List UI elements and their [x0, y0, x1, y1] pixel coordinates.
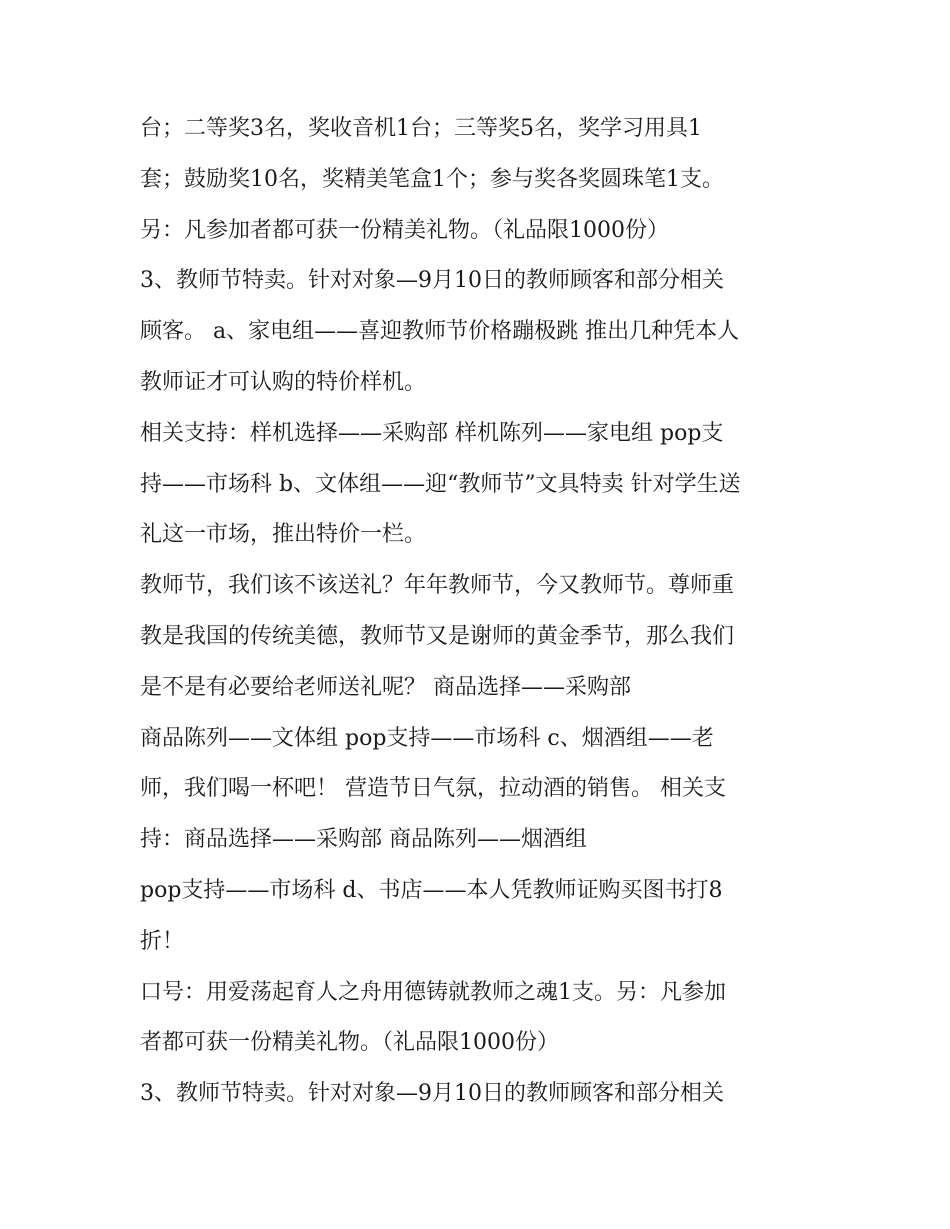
text-line: 折！ — [140, 928, 185, 954]
text-line: 是不是有必要给老师送礼呢？ 商品选择——采购部 — [140, 674, 631, 700]
text-line: 台；二等奖3名，奖收音机1台；三等奖5名，奖学习用具1 — [140, 116, 702, 141]
text-line: 套；鼓励奖10名，奖精美笔盒1个；参与奖各奖圆珠笔1支。 — [140, 166, 724, 192]
text-line: 顾客。 a、家电组——喜迎教师节价格蹦极跳 推出几种凭本人 — [140, 319, 740, 345]
text-line: 持——市场科 b、文体组——迎“教师节”文具特卖 针对学生送 — [140, 471, 741, 497]
text-line: 者都可获一份精美礼物。（礼品限1000份） — [140, 1030, 559, 1056]
text-line: pop支持——市场科 d、书店——本人凭教师证购买图书打8 — [140, 877, 723, 903]
text-line: 另：凡参加者都可获一份精美礼物。（礼品限1000份） — [140, 217, 669, 243]
text-line: 持：商品选择——采购部 商品陈列——烟酒组 — [140, 827, 587, 853]
text-line: 教师证才可认购的特价样机。 — [140, 369, 427, 395]
body-text — [140, 104, 820, 1120]
text-line: 教是我国的传统美德，教师节又是谢师的黄金季节，那么我们 — [140, 623, 735, 649]
text-line: 礼这一市场，推出特价一栏。 — [140, 522, 427, 548]
text-line: 师，我们喝一杯吧！ 营造节日气氛，拉动酒的销售。 相关支 — [140, 776, 726, 802]
text-line: 相关支持：样机选择——采购部 样机陈列——家电组 pop支 — [140, 420, 724, 446]
text-line: 教师节，我们该不该送礼？年年教师节，今又教师节。尊师重 — [140, 573, 735, 599]
text-line: 3、教师节特卖。针对对象—9月10日的教师顾客和部分相关 — [140, 268, 724, 294]
text-line: 商品陈列——文体组 pop支持——市场科 c、烟酒组——老 — [140, 725, 714, 751]
text-line: 3、教师节特卖。针对对象—9月10日的教师顾客和部分相关 — [140, 1081, 724, 1107]
text-line: 口号：用爱荡起育人之舟用德铸就教师之魂1支。另：凡参加 — [140, 979, 726, 1005]
